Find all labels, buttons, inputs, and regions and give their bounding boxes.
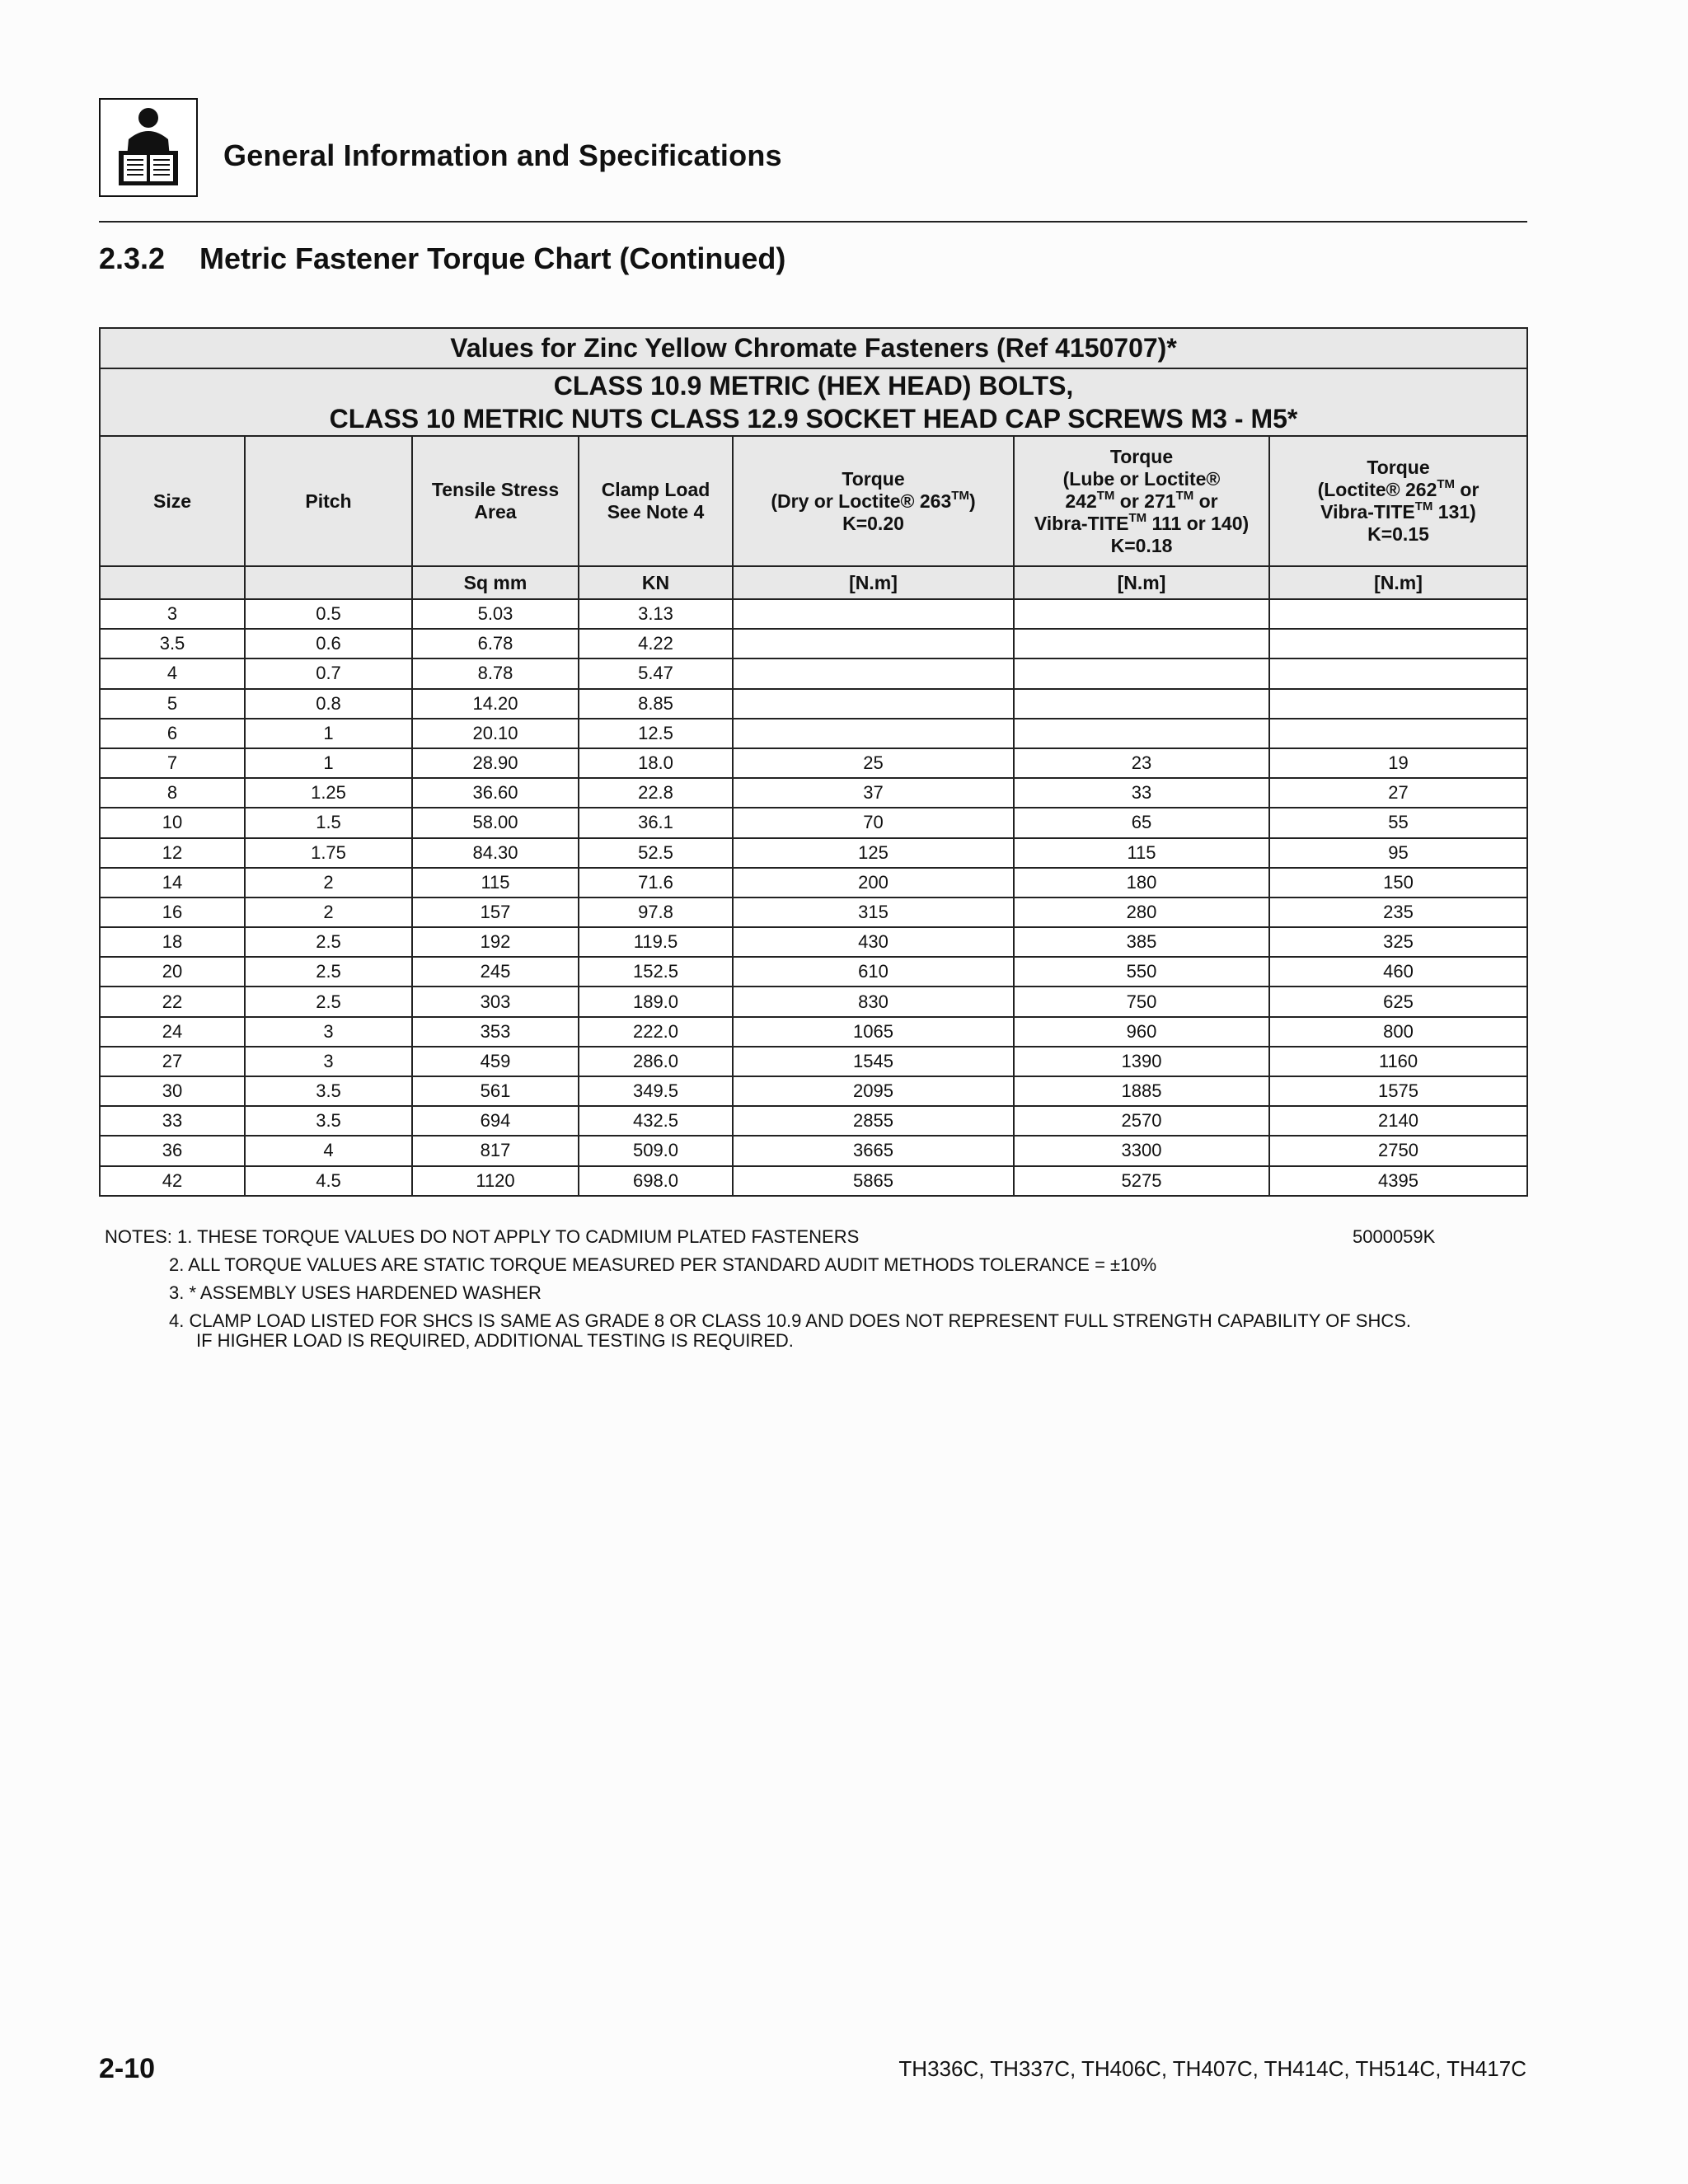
header-loctite-line3 [1270, 501, 1526, 523]
cell-torque-loctite: 800 [1269, 1017, 1527, 1047]
table-row [100, 778, 1527, 808]
note-4: 4. CLAMP LOAD LISTED FOR SHCS IS SAME AS GRADE 8 OR CLASS 10.9 AND DOES NOT REPRESENT FULL STRENGTH CAPABILITY OF SHCS. [169, 1310, 1411, 1331]
header-dry-k-factor: K=0.20 [842, 512, 904, 534]
cell-pitch: 0.7 [245, 658, 412, 688]
cell-clamp-load: 152.5 [579, 957, 733, 987]
cell-torque-loctite [1269, 658, 1527, 688]
cell-pitch: 1 [245, 719, 412, 748]
header-clamp-line2: See Note 4 [607, 501, 705, 523]
header-torque-dry [733, 436, 1014, 566]
cell-tensile-area: 303 [412, 987, 579, 1016]
header-lube-line1: Torque [1109, 445, 1174, 467]
table-row [100, 987, 1527, 1016]
cell-tensile-area: 353 [412, 1017, 579, 1047]
cell-torque-lube: 33 [1014, 778, 1269, 808]
cell-torque-loctite: 325 [1269, 927, 1527, 957]
notes-block [105, 1223, 1411, 1352]
cell-torque-loctite: 4395 [1269, 1166, 1527, 1196]
unit-cell [100, 566, 245, 599]
cell-clamp-load: 119.5 [579, 927, 733, 957]
class-line-1: CLASS 10.9 METRIC (HEX HEAD) BOLTS, [553, 371, 1074, 401]
cell-torque-dry: 2095 [733, 1076, 1014, 1106]
section-heading [99, 241, 785, 276]
trademark-mark: TM [1096, 488, 1115, 503]
table-row [100, 629, 1527, 658]
header-lube-grades: 111 or 140) [1146, 512, 1250, 534]
cell-torque-dry [733, 599, 1014, 629]
table-class-heading [100, 368, 1527, 436]
cell-pitch: 3 [245, 1017, 412, 1047]
cell-torque-dry: 3665 [733, 1136, 1014, 1165]
header-divider [99, 221, 1527, 223]
cell-torque-loctite [1269, 719, 1527, 748]
cell-torque-lube: 750 [1014, 987, 1269, 1016]
table-row [100, 719, 1527, 748]
cell-clamp-load: 97.8 [579, 898, 733, 927]
cell-torque-loctite: 2750 [1269, 1136, 1527, 1165]
cell-torque-lube [1014, 719, 1269, 748]
cell-clamp-load: 36.1 [579, 808, 733, 837]
cell-size: 42 [100, 1166, 245, 1196]
cell-pitch: 3.5 [245, 1106, 412, 1136]
torque-chart-table [99, 327, 1528, 1197]
header-loctite-131: 131) [1432, 501, 1476, 523]
table-title: Values for Zinc Yellow Chromate Fasteners (Ref 4150707)* [100, 328, 1527, 368]
cell-torque-lube [1014, 599, 1269, 629]
cell-size: 10 [100, 808, 245, 837]
cell-torque-dry: 430 [733, 927, 1014, 957]
cell-clamp-load: 286.0 [579, 1047, 733, 1076]
trademark-mark: TM [1414, 499, 1433, 514]
cell-torque-loctite: 95 [1269, 838, 1527, 868]
cell-clamp-load: 189.0 [579, 987, 733, 1016]
cell-pitch: 0.8 [245, 689, 412, 719]
table-row [100, 1076, 1527, 1106]
cell-torque-lube: 115 [1014, 838, 1269, 868]
cell-size: 12 [100, 838, 245, 868]
cell-clamp-load: 349.5 [579, 1076, 733, 1106]
cell-torque-lube [1014, 658, 1269, 688]
cell-pitch: 4.5 [245, 1166, 412, 1196]
header-clamp-line1: Clamp Load [601, 479, 710, 500]
note-1: NOTES: 1. THESE TORQUE VALUES DO NOT APPLY TO CADMIUM PLATED FASTENERS [105, 1226, 860, 1247]
cell-torque-loctite: 625 [1269, 987, 1527, 1016]
cell-size: 14 [100, 868, 245, 898]
unit-cell: [N.m] [1269, 566, 1527, 599]
cell-size: 3.5 [100, 629, 245, 658]
table-row [100, 838, 1527, 868]
header-lube-242: 242 [1065, 490, 1097, 512]
cell-pitch: 3 [245, 1047, 412, 1076]
cell-torque-lube: 2570 [1014, 1106, 1269, 1136]
cell-pitch: 0.5 [245, 599, 412, 629]
cell-tensile-area: 6.78 [412, 629, 579, 658]
cell-pitch: 1 [245, 748, 412, 778]
cell-tensile-area: 694 [412, 1106, 579, 1136]
table-row [100, 1136, 1527, 1165]
header-pitch: Pitch [245, 436, 412, 566]
cell-torque-lube: 385 [1014, 927, 1269, 957]
header-loctite-or: or [1455, 479, 1479, 500]
header-clamp-load [579, 436, 733, 566]
header-lube-271: or 271 [1114, 490, 1176, 512]
cell-torque-dry [733, 689, 1014, 719]
cell-tensile-area: 817 [412, 1136, 579, 1165]
unit-cell: KN [579, 566, 733, 599]
cell-size: 27 [100, 1047, 245, 1076]
cell-torque-dry [733, 719, 1014, 748]
cell-torque-dry: 25 [733, 748, 1014, 778]
cell-torque-loctite: 235 [1269, 898, 1527, 927]
cell-clamp-load: 12.5 [579, 719, 733, 748]
unit-cell [245, 566, 412, 599]
unit-cell: Sq mm [412, 566, 579, 599]
header-size: Size [100, 436, 245, 566]
trademark-mark: TM [1128, 510, 1147, 525]
cell-torque-loctite: 19 [1269, 748, 1527, 778]
cell-clamp-load: 18.0 [579, 748, 733, 778]
cell-size: 33 [100, 1106, 245, 1136]
cell-torque-dry: 5865 [733, 1166, 1014, 1196]
note-4-continued: IF HIGHER LOAD IS REQUIRED, ADDITIONAL TESTING IS REQUIRED. [196, 1330, 794, 1351]
cell-tensile-area: 5.03 [412, 599, 579, 629]
cell-torque-dry: 610 [733, 957, 1014, 987]
cell-pitch: 1.25 [245, 778, 412, 808]
cell-torque-dry: 1545 [733, 1047, 1014, 1076]
cell-pitch: 0.6 [245, 629, 412, 658]
table-row [100, 599, 1527, 629]
cell-torque-loctite: 27 [1269, 778, 1527, 808]
section-number: 2.3.2 [99, 241, 166, 275]
cell-torque-dry [733, 629, 1014, 658]
header-loctite-k-factor: K=0.15 [1367, 523, 1429, 545]
header-lube-line2: (Lube or Loctite® [1062, 467, 1221, 490]
cell-torque-loctite: 2140 [1269, 1106, 1527, 1136]
cell-torque-dry: 830 [733, 987, 1014, 1016]
unit-cell: [N.m] [733, 566, 1014, 599]
table-row [100, 1017, 1527, 1047]
cell-size: 20 [100, 957, 245, 987]
note-3: 3. * ASSEMBLY USES HARDENED WASHER [169, 1282, 542, 1303]
cell-pitch: 1.75 [245, 838, 412, 868]
cell-tensile-area: 84.30 [412, 838, 579, 868]
unit-cell: [N.m] [1014, 566, 1269, 599]
table-body [100, 599, 1527, 1196]
header-dry-line1: Torque [842, 467, 905, 490]
cell-torque-lube: 5275 [1014, 1166, 1269, 1196]
cell-tensile-area: 58.00 [412, 808, 579, 837]
cell-tensile-area: 157 [412, 898, 579, 927]
table-row [100, 1106, 1527, 1136]
cell-size: 8 [100, 778, 245, 808]
table-row [100, 658, 1527, 688]
cell-torque-lube: 1390 [1014, 1047, 1269, 1076]
cell-size: 5 [100, 689, 245, 719]
cell-tensile-area: 192 [412, 927, 579, 957]
cell-pitch: 2 [245, 898, 412, 927]
cell-size: 22 [100, 987, 245, 1016]
cell-torque-lube: 23 [1014, 748, 1269, 778]
cell-torque-loctite: 55 [1269, 808, 1527, 837]
header-loctite-line1: Torque [1367, 457, 1430, 478]
cell-torque-loctite: 1160 [1269, 1047, 1527, 1076]
cell-clamp-load: 432.5 [579, 1106, 733, 1136]
header-lube-k-factor: K=0.18 [1110, 534, 1173, 556]
cell-torque-loctite [1269, 689, 1527, 719]
cell-clamp-load: 3.13 [579, 599, 733, 629]
trademark-mark: TM [951, 488, 969, 503]
person-reading-manual-icon [99, 98, 198, 197]
cell-pitch: 2 [245, 868, 412, 898]
cell-size: 7 [100, 748, 245, 778]
cell-pitch: 2.5 [245, 987, 412, 1016]
cell-clamp-load: 4.22 [579, 629, 733, 658]
cell-tensile-area: 1120 [412, 1166, 579, 1196]
cell-torque-dry: 2855 [733, 1106, 1014, 1136]
note-2: 2. ALL TORQUE VALUES ARE STATIC TORQUE MEASURED PER STANDARD AUDIT METHODS TOLERANCE = ±10% [169, 1254, 1157, 1275]
trademark-mark: TM [1175, 488, 1194, 503]
cell-torque-loctite [1269, 629, 1527, 658]
cell-size: 30 [100, 1076, 245, 1106]
page-header-title: General Information and Specifications [223, 138, 782, 172]
cell-pitch: 2.5 [245, 957, 412, 987]
header-torque-loctite [1269, 436, 1527, 566]
cell-tensile-area: 561 [412, 1076, 579, 1106]
cell-clamp-load: 71.6 [579, 868, 733, 898]
units-row [100, 566, 1527, 599]
cell-pitch: 4 [245, 1136, 412, 1165]
cell-size: 4 [100, 658, 245, 688]
header-tensile-line2: Area [474, 501, 517, 523]
cell-tensile-area: 14.20 [412, 689, 579, 719]
cell-torque-dry: 70 [733, 808, 1014, 837]
cell-clamp-load: 5.47 [579, 658, 733, 688]
section-title: Metric Fastener Torque Chart (Continued) [199, 241, 786, 275]
cell-size: 36 [100, 1136, 245, 1165]
header-torque-lube [1014, 436, 1269, 566]
reference-code: 5000059K [1353, 1226, 1436, 1247]
header-lube-or: or [1193, 490, 1218, 512]
header-loctite-line2 [1270, 479, 1526, 501]
cell-size: 24 [100, 1017, 245, 1047]
header-loctite-262: (Loctite® 262 [1317, 479, 1437, 500]
cell-torque-dry: 200 [733, 868, 1014, 898]
cell-torque-loctite: 1575 [1269, 1076, 1527, 1106]
cell-clamp-load: 22.8 [579, 778, 733, 808]
cell-tensile-area: 20.10 [412, 719, 579, 748]
cell-torque-dry: 1065 [733, 1017, 1014, 1047]
cell-torque-lube: 550 [1014, 957, 1269, 987]
cell-torque-loctite: 460 [1269, 957, 1527, 987]
cell-torque-lube: 65 [1014, 808, 1269, 837]
header-lube-line3 [1015, 490, 1268, 513]
cell-clamp-load: 222.0 [579, 1017, 733, 1047]
cell-tensile-area: 8.78 [412, 658, 579, 688]
cell-size: 16 [100, 898, 245, 927]
cell-tensile-area: 36.60 [412, 778, 579, 808]
cell-size: 3 [100, 599, 245, 629]
cell-torque-lube [1014, 629, 1269, 658]
cell-torque-lube: 180 [1014, 868, 1269, 898]
cell-clamp-load: 509.0 [579, 1136, 733, 1165]
cell-tensile-area: 115 [412, 868, 579, 898]
cell-size: 6 [100, 719, 245, 748]
header-dry-line2 [734, 490, 1013, 513]
cell-torque-loctite [1269, 599, 1527, 629]
cell-torque-lube: 960 [1014, 1017, 1269, 1047]
cell-torque-dry [733, 658, 1014, 688]
footer-model-list: TH336C, TH337C, TH406C, TH407C, TH414C, TH514C, TH417C [898, 2056, 1526, 2081]
cell-clamp-load: 8.85 [579, 689, 733, 719]
cell-pitch: 3.5 [245, 1076, 412, 1106]
trademark-mark: TM [1437, 477, 1456, 492]
cell-torque-lube: 3300 [1014, 1136, 1269, 1165]
cell-torque-dry: 125 [733, 838, 1014, 868]
cell-tensile-area: 459 [412, 1047, 579, 1076]
class-line-2: CLASS 10 METRIC NUTS CLASS 12.9 SOCKET HEAD CAP SCREWS M3 - M5* [329, 404, 1298, 434]
cell-pitch: 1.5 [245, 808, 412, 837]
header-dry-text: (Dry or Loctite® 263 [771, 490, 952, 512]
table-row [100, 898, 1527, 927]
table-row [100, 808, 1527, 837]
cell-torque-dry: 37 [733, 778, 1014, 808]
cell-tensile-area: 28.90 [412, 748, 579, 778]
cell-tensile-area: 245 [412, 957, 579, 987]
table-row [100, 1166, 1527, 1196]
header-dry-close: ) [968, 490, 976, 512]
header-tensile-stress [412, 436, 579, 566]
table-row [100, 927, 1527, 957]
cell-clamp-load: 52.5 [579, 838, 733, 868]
cell-torque-loctite: 150 [1269, 868, 1527, 898]
page-number: 2-10 [99, 2053, 156, 2084]
header-loctite-vibratite: Vibra-TITE [1320, 501, 1415, 523]
header-lube-vibratite: Vibra-TITE [1034, 512, 1129, 534]
table-row [100, 689, 1527, 719]
cell-clamp-load: 698.0 [579, 1166, 733, 1196]
table-row [100, 868, 1527, 898]
table-row [100, 748, 1527, 778]
cell-torque-lube [1014, 689, 1269, 719]
cell-pitch: 2.5 [245, 927, 412, 957]
header-tensile-line1: Tensile Stress [431, 479, 560, 500]
cell-torque-dry: 315 [733, 898, 1014, 927]
table-row [100, 1047, 1527, 1076]
table-row [100, 957, 1527, 987]
header-lube-line4 [1015, 510, 1268, 535]
cell-torque-lube: 280 [1014, 898, 1269, 927]
cell-size: 18 [100, 927, 245, 957]
cell-torque-lube: 1885 [1014, 1076, 1269, 1106]
